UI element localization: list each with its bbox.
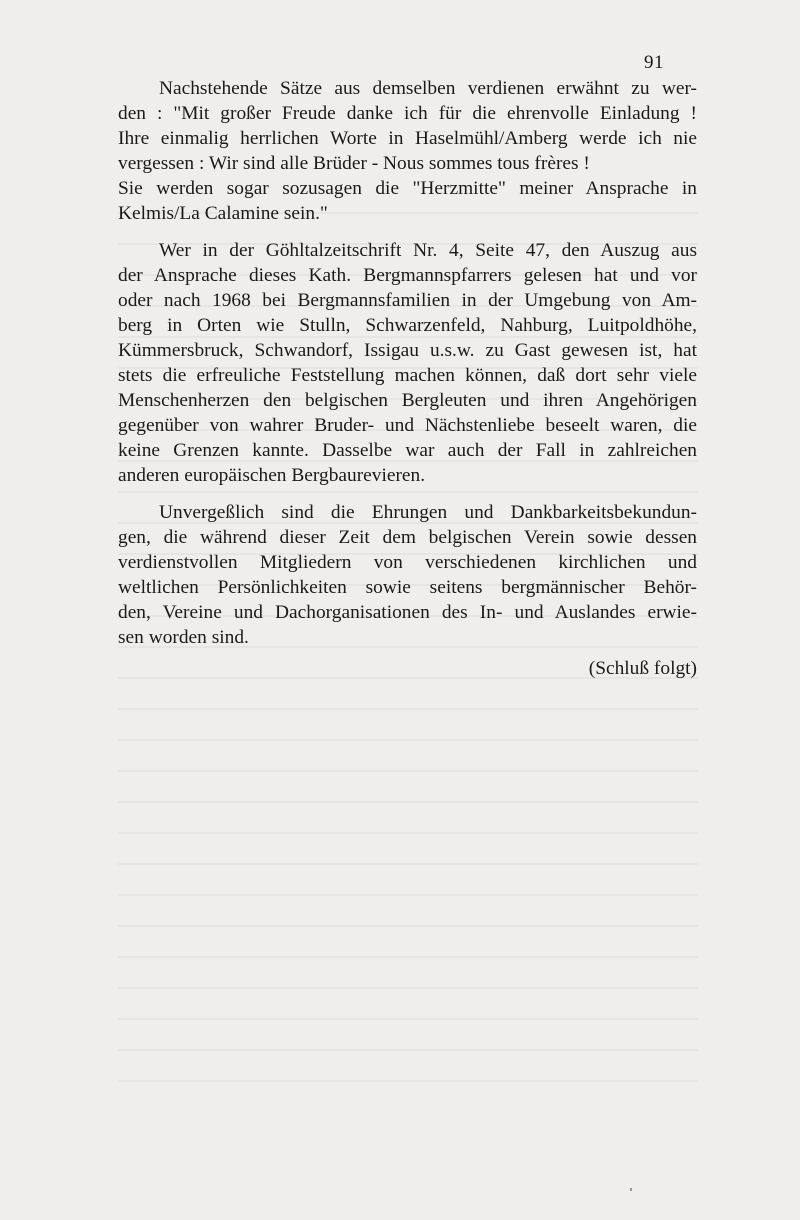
text-line: Ihre einmalig herrlichen Worte in Haselmühl/Amberg werde ich nie (118, 128, 697, 149)
text-line: weltlichen Persönlichkeiten sowie seitens bergmännischer Behör- (118, 577, 697, 598)
paragraph-spacer (118, 226, 697, 238)
text-line: vergessen : Wir sind alle Brüder - Nous sommes tous frères ! (118, 153, 590, 174)
text-line: verdienstvollen Mitgliedern von verschiedenen kirchlichen und (118, 552, 697, 573)
text-line: oder nach 1968 bei Bergmannsfamilien in der Umgebung von Am- (118, 290, 697, 311)
paper-speck (630, 1188, 632, 1191)
text-line: Kümmersbruck, Schwandorf, Issigau u.s.w. zu Gast gewesen ist, hat (118, 340, 697, 361)
text-line: stets die erfreuliche Feststellung machen können, daß dort sehr viele (118, 365, 697, 386)
text-line: Sie werden sogar sozusagen die "Herzmitte" meiner Ansprache in (118, 178, 697, 199)
paragraph-spacer (118, 488, 697, 500)
text-line: Unvergeßlich sind die Ehrungen und Dankbarkeitsbekundun- (159, 502, 697, 523)
paragraph-3 (118, 500, 697, 650)
text-line: den : "Mit großer Freude danke ich für die ehrenvolle Einladung ! (118, 103, 697, 124)
text-line: anderen europäischen Bergbaurevieren. (118, 465, 426, 486)
text-line: den, Vereine und Dachorganisationen des In- und Auslandes erwie- (118, 602, 697, 623)
text-line: Menschenherzen den belgischen Bergleuten und ihren Angehörigen (118, 390, 697, 411)
text-line: Kelmis/La Calamine sein." (118, 203, 328, 224)
text-line: Wer in der Göhltalzeitschrift Nr. 4, Seite 47, den Auszug aus (159, 240, 697, 261)
text-line: gen, die während dieser Zeit dem belgischen Verein sowie dessen (118, 527, 697, 548)
page-number: 91 (644, 52, 664, 73)
body-text (118, 76, 697, 681)
text-line: sen worden sind. (118, 627, 249, 648)
paragraph-2 (118, 238, 697, 488)
text-line: Nachstehende Sätze aus demselben verdienen erwähnt zu wer- (159, 78, 697, 99)
text-line: gegenüber von wahrer Bruder- und Nächstenliebe beseelt waren, die (118, 415, 697, 436)
paragraph-1 (118, 76, 697, 226)
text-line: der Ansprache dieses Kath. Bergmannspfarrers gelesen hat und vor (118, 265, 697, 286)
text-line: keine Grenzen kannte. Dasselbe war auch der Fall in zahlreichen (118, 440, 697, 461)
text-line: berg in Orten wie Stulln, Schwarzenfeld, Nahburg, Luitpoldhöhe, (118, 315, 697, 336)
closing-note: (Schluß folgt) (588, 658, 697, 679)
